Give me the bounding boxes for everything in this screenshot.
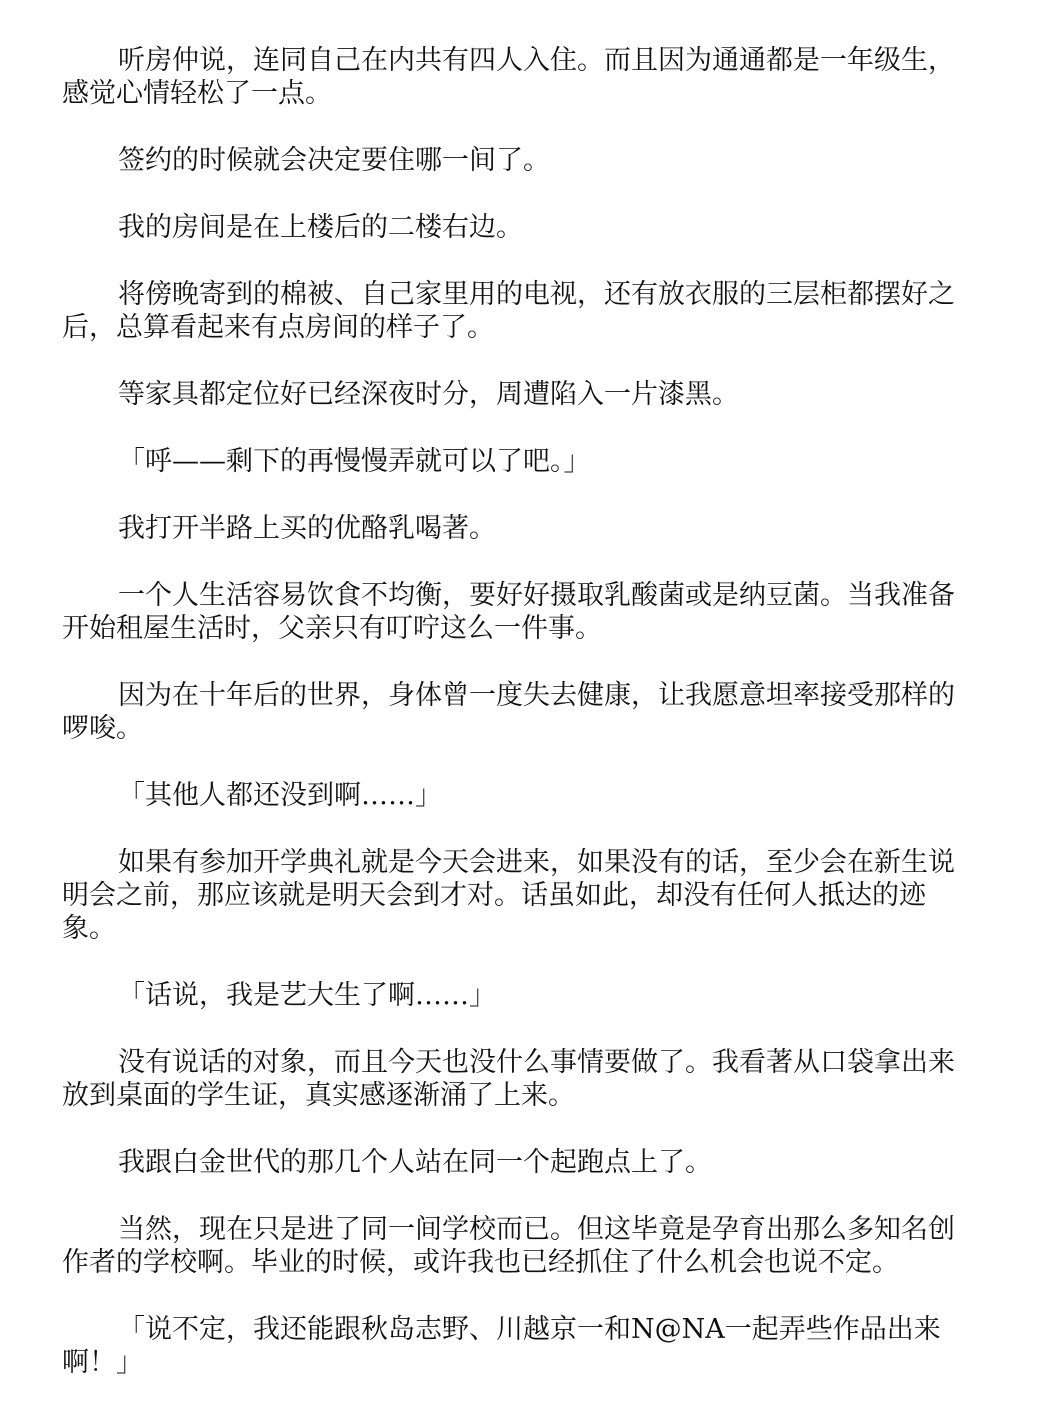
- paragraph: 「其他人都还没到啊……」: [118, 780, 442, 811]
- document-page: [62, 44, 974, 1413]
- paragraph: 等家具都定位好已经深夜时分，周遭陷入一片漆黑。: [118, 379, 739, 410]
- paragraph: 「呼——剩下的再慢慢弄就可以了吧。」: [118, 446, 591, 477]
- paragraph: 签约的时候就会决定要住哪一间了。: [118, 145, 550, 176]
- paragraph: 一个人生活容易饮食不均衡，要好好摄取乳酸菌或是纳豆菌。当我准备开始租屋生活时，父亲只有叮咛这么一件事。: [62, 580, 955, 644]
- paragraph: 没有说话的对象，而且今天也没什么事情要做了。我看著从口袋拿出来放到桌面的学生证，真实感逐渐涌了上来。: [62, 1047, 955, 1111]
- paragraph: 当然，现在只是进了同一间学校而已。但这毕竟是孕育出那么多知名创作者的学校啊。毕业的时候，或许我也已经抓住了什么机会也说不定。: [62, 1214, 955, 1278]
- paragraph: 因为在十年后的世界，身体曾一度失去健康，让我愿意坦率接受那样的啰唆。: [62, 680, 955, 744]
- paragraph: 将傍晚寄到的棉被、自己家里用的电视，还有放衣服的三层柜都摆好之后，总算看起来有点房间的样子了。: [62, 279, 955, 343]
- paragraph: 「说不定，我还能跟秋岛志野、川越京一和N@NA一起弄些作品出来啊！」: [62, 1314, 941, 1378]
- paragraph: 我跟白金世代的那几个人站在同一个起跑点上了。: [118, 1147, 712, 1178]
- paragraph: 听房仲说，连同自己在内共有四人入住。而且因为通通都是一年级生，感觉心情轻松了一点。: [62, 45, 955, 109]
- paragraph: 我的房间是在上楼后的二楼右边。: [118, 212, 523, 243]
- paragraph: 如果有参加开学典礼就是今天会进来，如果没有的话，至少会在新生说明会之前，那应该就是明天会到才对。话虽如此，却没有任何人抵达的迹象。: [62, 847, 955, 944]
- paragraph: 我打开半路上买的优酪乳喝著。: [118, 513, 496, 544]
- paragraph: 「话说，我是艺大生了啊……」: [118, 980, 496, 1011]
